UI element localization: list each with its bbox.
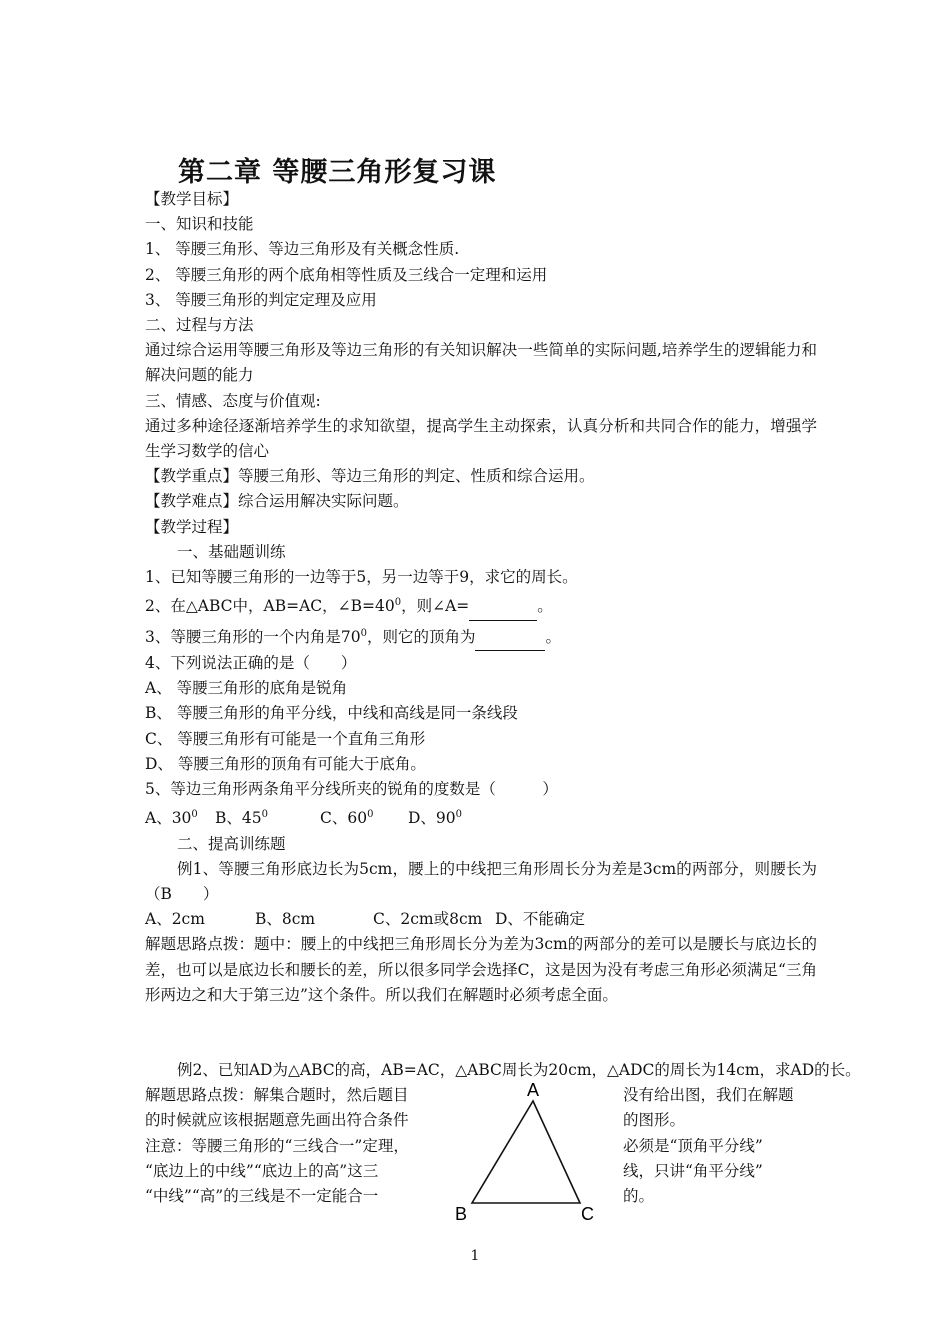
knowledge-header: 一、知识和技能 [145,215,254,234]
question-5: 5、等边三角形两条角平分线所夹的锐角的度数是（ ） [145,779,558,798]
q5-option-a [145,802,215,831]
degree-mark: 0 [455,809,463,821]
q2-text-end: 。 [537,597,553,616]
hint-line: “底边上的中线”“底边上的高”这三 [145,1161,379,1180]
hint-line: “中线”“高”的三线是不一定能合一 [145,1186,379,1205]
q4-option: C、 等腰三角形有可能是一个直角三角形 [145,729,426,748]
ex1-option-d: D、不能确定 [495,910,585,929]
hint-line: 没有给出图，我们在解题 [623,1086,794,1105]
example-2: 例2、已知AD为△ABC的高，AB=AC，△ABC周长为20cm，△ADC的周长为14cm，求AD的长。 [177,1060,861,1079]
q5-option-label: C、60 [320,809,368,828]
q3-text-mid: ，则它的顶角为 [366,627,476,646]
vertex-label-a: A [527,1083,540,1101]
q5-option-d [408,802,462,831]
q3-text: 3、等腰三角形的一个内角是70 [145,627,361,646]
question-4: 4、下列说法正确的是（ ） [145,653,357,672]
q5-option-b [215,802,320,831]
q2-text-mid: ，则∠A= [401,597,470,616]
page-number: 1 [470,1248,480,1264]
triangle-abc-figure [455,1083,615,1223]
q5-options [145,802,817,831]
q3-degree: 0 [360,627,367,639]
process-header: 二、过程与方法 [145,316,254,335]
q4-option: A、 等腰三角形的底角是锐角 [145,679,348,698]
question-3 [145,621,817,651]
q4-option: B、 等腰三角形的角平分线，中线和高线是同一条线段 [145,704,518,723]
spacer [145,1008,817,1058]
q5-option-label: A、30 [145,809,192,828]
hint-line: 解题思路点拨：解集合题时，然后题目 [145,1086,409,1105]
hint-line: 注意：等腰三角形的“三线合一”定理， [145,1136,409,1155]
degree-mark: 0 [261,809,268,821]
triangle-shape [472,1101,580,1203]
ex1-option-c: C、2cm或8cm [373,910,483,929]
example-1: 例1、等腰三角形底边长为5cm，腰上的中线把三角形周长分为差是3cm的两部分，则腰长为（B ） [145,859,817,903]
ex1-options [145,907,817,932]
ex2-hint-right [623,1083,817,1209]
q5-option-label: B、45 [215,809,262,828]
q5-option-label: D、90 [408,809,456,828]
q4-option: D、 等腰三角形的顶角有可能大于底角。 [145,754,426,773]
process-text: 通过综合运用等腰三角形及等边三角形的有关知识解决一些简单的实际问题,培养学生的逻辑能力和解决问题的能力 [145,341,817,385]
goals-header: 【教学目标】 [145,190,239,208]
example-1-hint: 解题思路点拨：题中：腰上的中线把三角形周长分为差为3cm的两部分的差可以是腰长与底边长的差，也可以是底边长和腰长的差，所以很多同学会选择C，这是因为没有考虑三角形必须满足“三角形两边之和大于第三边”这个条件。所以我们在解题时必须考虑全面。 [145,935,817,1004]
ex2-hint-left [145,1083,445,1209]
question-2 [145,590,817,620]
knowledge-item: 1、 等腰三角形、等边三角形及有关概念性质. [145,240,460,259]
difficulty: 【教学难点】综合运用解决实际问题。 [145,492,409,511]
emotion-text: 通过多种途径逐渐培养学生的求知欲望，提高学生主动探索，认真分析和共同合作的能力，增强学生学习数学的信心 [145,416,817,461]
emotion-header: 三、情感、态度与价值观: [145,391,321,410]
q3-text-end: 。 [545,627,561,646]
question-1: 1、已知等腰三角形的一边等于5，另一边等于9，求它的周长。 [145,568,578,587]
advanced-header: 二、提高训练题 [177,834,286,853]
degree-mark: 0 [367,809,374,821]
degree-mark: 0 [191,809,198,821]
document-body [145,187,861,1224]
q2-text: 2、在△ABC中，AB=AC，∠B=40 [145,597,395,616]
answer-blank [475,625,545,651]
knowledge-item: 2、 等腰三角形的两个底角相等性质及三线合一定理和运用 [145,265,548,284]
q2-degree: 0 [394,597,402,609]
page-title: 第二章 等腰三角形复习课 [178,157,497,188]
hint-line: 线，只讲“角平分线” [623,1161,763,1180]
hint-line: 必须是“顶角平分线” [623,1136,763,1155]
example-2-figure-row [145,1083,817,1224]
process-main-header: 【教学过程】 [145,517,239,536]
vertex-label-c: C [581,1204,594,1224]
answer-blank [469,594,537,620]
ex1-option-a: A、2cm [145,910,205,929]
basic-header: 一、基础题训练 [177,542,286,561]
knowledge-item: 3、 等腰三角形的判定定理及应用 [145,290,377,309]
q5-option-c [320,802,408,831]
hint-line: 的。 [623,1186,655,1205]
hint-line: 的时候就应该根据题意先画出符合条件 [145,1111,409,1130]
hint-line: 的图形。 [623,1111,686,1130]
ex1-option-b: B、8cm [255,910,316,929]
vertex-label-b: B [455,1204,468,1224]
key-point: 【教学重点】等腰三角形、等边三角形的判定、性质和综合运用。 [145,467,595,486]
